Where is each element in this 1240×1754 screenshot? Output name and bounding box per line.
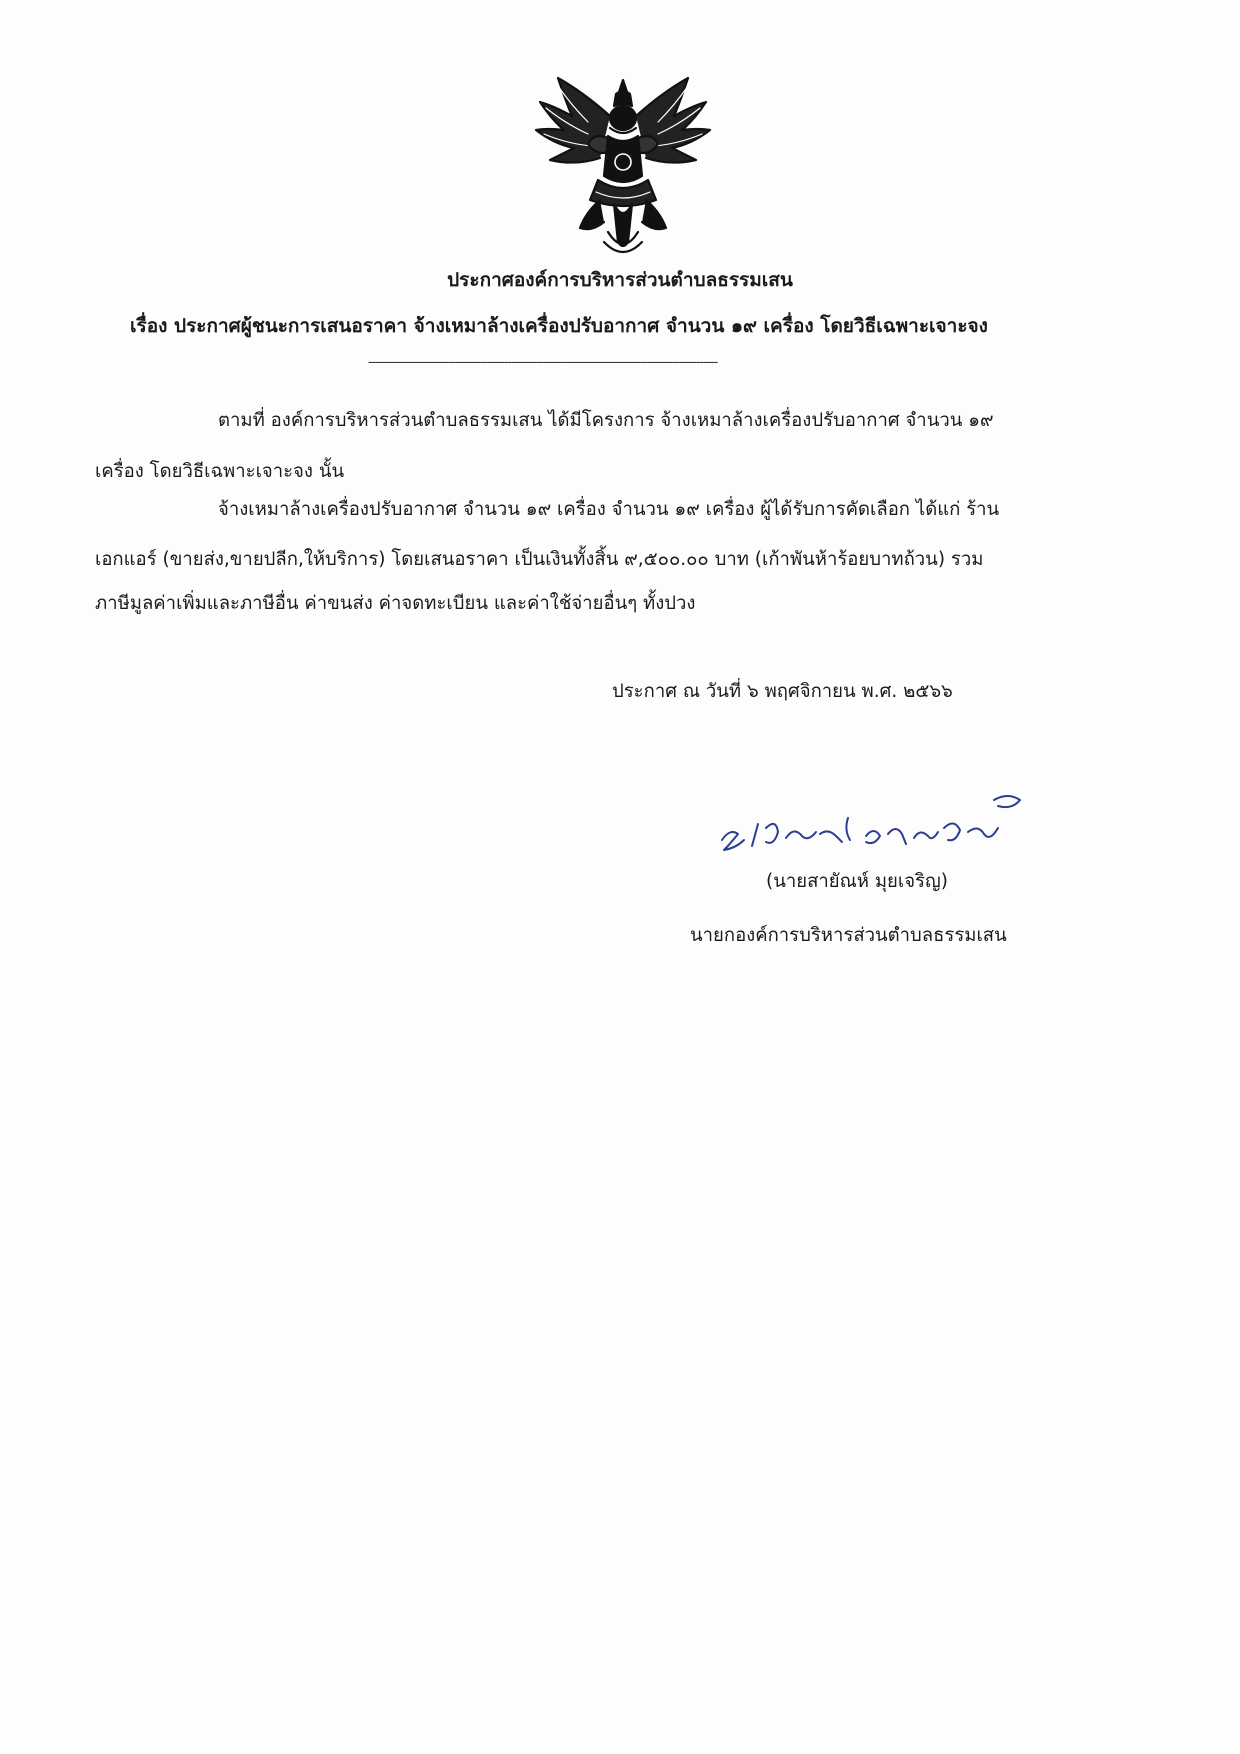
heading-divider: ---------------------------------------------------------------------------------------------------- (368, 355, 718, 370)
body-line-4: เอกแอร์ (ขายส่ง,ขายปลีก,ให้บริการ) โดยเสนอราคา เป็นเงินทั้งสิ้น ๙,๕๐๐.๐๐ บาท (เก้าพันห้าร้อยบาทถ้วน) รวม (95, 549, 984, 570)
body-line-3: จ้างเหมาล้างเครื่องปรับอากาศ จำนวน ๑๙ เครื่อง จำนวน ๑๙ เครื่อง ผู้ได้รับการคัดเลือก ได้แก่ ร้าน (218, 499, 1000, 520)
body-line-1: ตามที่ องค์การบริหารส่วนตำบลธรรมเสน ได้มีโครงการ จ้างเหมาล้างเครื่องปรับอากาศ จำนวน ๑๙ (218, 410, 994, 431)
announcement-date: ประกาศ ณ วันที่ ๖ พฤศจิกายน พ.ศ. ๒๕๖๖ (612, 681, 953, 702)
document-heading: ประกาศองค์การบริหารส่วนตำบลธรรมเสน (447, 269, 793, 291)
signer-name: (นายสายัณห์ มุยเจริญ) (766, 871, 948, 892)
handwritten-signature (716, 788, 1028, 858)
body-line-5: ภาษีมูลค่าเพิ่มและภาษีอื่น ค่าขนส่ง ค่าจดทะเบียน และค่าใช้จ่ายอื่นๆ ทั้งปวง (95, 593, 696, 614)
garuda-emblem-icon (528, 72, 718, 262)
signer-title: นายกองค์การบริหารส่วนตำบลธรรมเสน (690, 925, 1007, 946)
document-subject: เรื่อง ประกาศผู้ชนะการเสนอราคา จ้างเหมาล้างเครื่องปรับอากาศ จำนวน ๑๙ เครื่อง โดยวิธีเฉพาะเจาะจง (130, 315, 988, 337)
body-line-2: เครื่อง โดยวิธีเฉพาะเจาะจง นั้น (95, 461, 345, 482)
